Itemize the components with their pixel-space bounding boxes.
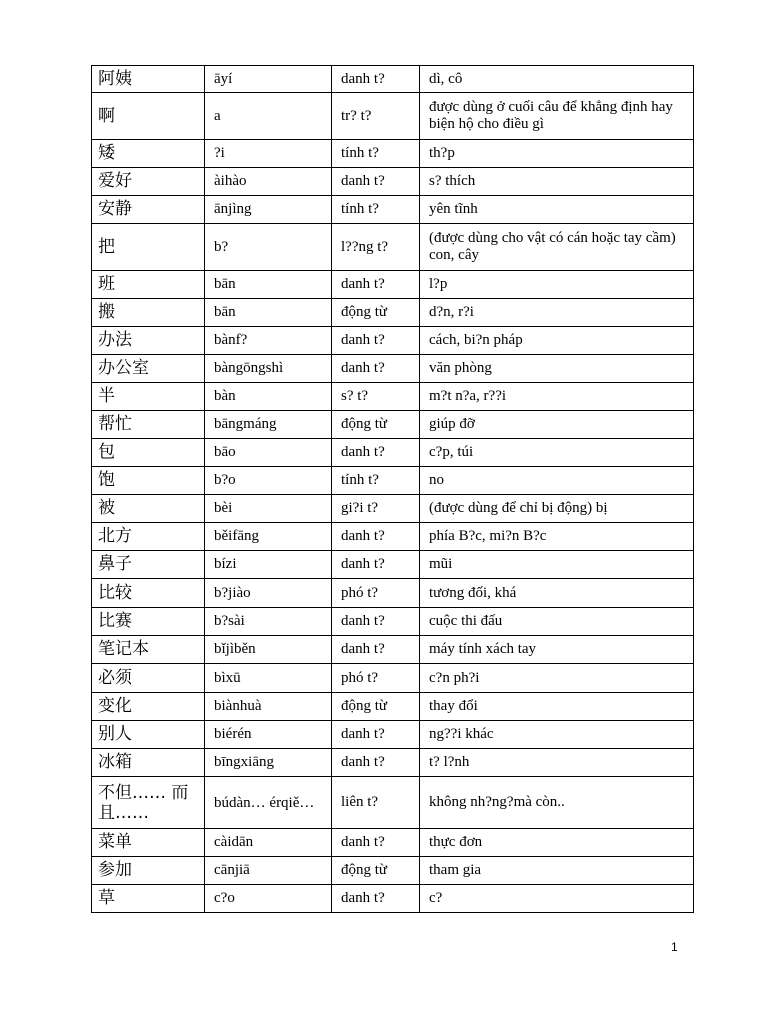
meaning-cell: cách, bi?n pháp bbox=[420, 327, 694, 355]
hanzi-cell: 比赛 bbox=[92, 608, 205, 636]
hanzi-cell: 安静 bbox=[92, 196, 205, 224]
pinyin-cell: bànf? bbox=[205, 327, 332, 355]
table-row bbox=[92, 140, 694, 168]
table-row bbox=[92, 721, 694, 749]
meaning-cell: thay đổi bbox=[420, 693, 694, 721]
meaning-cell: c?n ph?i bbox=[420, 664, 694, 693]
meaning-cell: tương đối, khá bbox=[420, 579, 694, 608]
table-row bbox=[92, 439, 694, 467]
meaning-cell: được dùng ở cuối câu để khẳng định hay biện hộ cho điều gì bbox=[420, 93, 694, 140]
pinyin-cell: ?i bbox=[205, 140, 332, 168]
meaning-cell: không nh?ng?mà còn.. bbox=[420, 777, 694, 829]
table-row bbox=[92, 93, 694, 140]
meaning-cell: m?t n?a, r??i bbox=[420, 383, 694, 411]
table-row bbox=[92, 885, 694, 913]
part-of-speech-cell: động từ bbox=[332, 411, 420, 439]
table-row bbox=[92, 196, 694, 224]
meaning-cell: tham gia bbox=[420, 857, 694, 885]
pinyin-cell: b?jiào bbox=[205, 579, 332, 608]
hanzi-cell: 搬 bbox=[92, 299, 205, 327]
hanzi-cell: 冰箱 bbox=[92, 749, 205, 777]
hanzi-cell: 把 bbox=[92, 224, 205, 271]
pinyin-cell: běifāng bbox=[205, 523, 332, 551]
page-number: 1 bbox=[671, 940, 678, 954]
pinyin-cell: càidān bbox=[205, 829, 332, 857]
part-of-speech-cell: danh t? bbox=[332, 439, 420, 467]
part-of-speech-cell: động từ bbox=[332, 299, 420, 327]
pinyin-cell: bízi bbox=[205, 551, 332, 579]
part-of-speech-cell: danh t? bbox=[332, 271, 420, 299]
pinyin-cell: biànhuà bbox=[205, 693, 332, 721]
part-of-speech-cell: tr? t? bbox=[332, 93, 420, 140]
meaning-cell: d?n, r?i bbox=[420, 299, 694, 327]
part-of-speech-cell: gi?i t? bbox=[332, 495, 420, 523]
pinyin-cell: bèi bbox=[205, 495, 332, 523]
pinyin-cell: biérén bbox=[205, 721, 332, 749]
meaning-cell: dì, cô bbox=[420, 66, 694, 93]
table-row bbox=[92, 523, 694, 551]
part-of-speech-cell: động từ bbox=[332, 693, 420, 721]
part-of-speech-cell: phó t? bbox=[332, 664, 420, 693]
meaning-cell: l?p bbox=[420, 271, 694, 299]
hanzi-cell: 阿姨 bbox=[92, 66, 205, 93]
table-row bbox=[92, 857, 694, 885]
pinyin-cell: bìxū bbox=[205, 664, 332, 693]
table-row bbox=[92, 608, 694, 636]
meaning-cell: văn phòng bbox=[420, 355, 694, 383]
hanzi-cell: 菜单 bbox=[92, 829, 205, 857]
table-row bbox=[92, 66, 694, 93]
hanzi-cell: 帮忙 bbox=[92, 411, 205, 439]
table-row bbox=[92, 327, 694, 355]
vocabulary-table-body bbox=[92, 66, 694, 913]
pinyin-cell: b?sài bbox=[205, 608, 332, 636]
part-of-speech-cell: danh t? bbox=[332, 885, 420, 913]
pinyin-cell: bàngōngshì bbox=[205, 355, 332, 383]
pinyin-cell: bān bbox=[205, 271, 332, 299]
pinyin-cell: ānjìng bbox=[205, 196, 332, 224]
part-of-speech-cell: danh t? bbox=[332, 551, 420, 579]
meaning-cell: phía B?c, mi?n B?c bbox=[420, 523, 694, 551]
hanzi-cell: 啊 bbox=[92, 93, 205, 140]
part-of-speech-cell: danh t? bbox=[332, 608, 420, 636]
pinyin-cell: b?o bbox=[205, 467, 332, 495]
pinyin-cell: a bbox=[205, 93, 332, 140]
meaning-cell: t? l?nh bbox=[420, 749, 694, 777]
pinyin-cell: bǐjìběn bbox=[205, 636, 332, 664]
part-of-speech-cell: tính t? bbox=[332, 467, 420, 495]
hanzi-cell: 笔记本 bbox=[92, 636, 205, 664]
pinyin-cell: āyí bbox=[205, 66, 332, 93]
part-of-speech-cell: danh t? bbox=[332, 829, 420, 857]
pinyin-cell: bīngxiāng bbox=[205, 749, 332, 777]
meaning-cell: c? bbox=[420, 885, 694, 913]
part-of-speech-cell: tính t? bbox=[332, 140, 420, 168]
pinyin-cell: bān bbox=[205, 299, 332, 327]
table-row bbox=[92, 749, 694, 777]
hanzi-cell: 被 bbox=[92, 495, 205, 523]
hanzi-cell: 办公室 bbox=[92, 355, 205, 383]
table-row bbox=[92, 664, 694, 693]
hanzi-cell: 必须 bbox=[92, 664, 205, 693]
pinyin-cell: c?o bbox=[205, 885, 332, 913]
vocabulary-table bbox=[91, 65, 694, 913]
pinyin-cell: bāo bbox=[205, 439, 332, 467]
hanzi-cell: 变化 bbox=[92, 693, 205, 721]
hanzi-cell: 别人 bbox=[92, 721, 205, 749]
hanzi-cell: 比较 bbox=[92, 579, 205, 608]
meaning-cell: cuộc thi đấu bbox=[420, 608, 694, 636]
hanzi-cell: 矮 bbox=[92, 140, 205, 168]
hanzi-cell: 办法 bbox=[92, 327, 205, 355]
table-row bbox=[92, 636, 694, 664]
meaning-cell: ng??i khác bbox=[420, 721, 694, 749]
part-of-speech-cell: s? t? bbox=[332, 383, 420, 411]
meaning-cell: thực đơn bbox=[420, 829, 694, 857]
part-of-speech-cell: liên t? bbox=[332, 777, 420, 829]
part-of-speech-cell: l??ng t? bbox=[332, 224, 420, 271]
part-of-speech-cell: danh t? bbox=[332, 636, 420, 664]
part-of-speech-cell: động từ bbox=[332, 857, 420, 885]
pinyin-cell: àihào bbox=[205, 168, 332, 196]
part-of-speech-cell: danh t? bbox=[332, 523, 420, 551]
table-row bbox=[92, 551, 694, 579]
table-row bbox=[92, 383, 694, 411]
pinyin-cell: búdàn… érqiě… bbox=[205, 777, 332, 829]
part-of-speech-cell: tính t? bbox=[332, 196, 420, 224]
table-row bbox=[92, 693, 694, 721]
meaning-cell: yên tĩnh bbox=[420, 196, 694, 224]
meaning-cell: th?p bbox=[420, 140, 694, 168]
table-row bbox=[92, 224, 694, 271]
meaning-cell: (được dùng để chỉ bị động) bị bbox=[420, 495, 694, 523]
table-row bbox=[92, 829, 694, 857]
table-row bbox=[92, 355, 694, 383]
hanzi-cell: 不但…… 而且…… bbox=[92, 777, 205, 829]
meaning-cell: máy tính xách tay bbox=[420, 636, 694, 664]
table-row bbox=[92, 271, 694, 299]
pinyin-cell: bàn bbox=[205, 383, 332, 411]
table-row bbox=[92, 495, 694, 523]
table-row bbox=[92, 579, 694, 608]
hanzi-cell: 饱 bbox=[92, 467, 205, 495]
part-of-speech-cell: danh t? bbox=[332, 66, 420, 93]
meaning-cell: giúp đỡ bbox=[420, 411, 694, 439]
table-row bbox=[92, 168, 694, 196]
meaning-cell: no bbox=[420, 467, 694, 495]
meaning-cell: mũi bbox=[420, 551, 694, 579]
meaning-cell: (được dùng cho vật có cán hoặc tay cầm) con, cây bbox=[420, 224, 694, 271]
part-of-speech-cell: danh t? bbox=[332, 168, 420, 196]
pinyin-cell: bāngmáng bbox=[205, 411, 332, 439]
hanzi-cell: 草 bbox=[92, 885, 205, 913]
pinyin-cell: cānjiā bbox=[205, 857, 332, 885]
hanzi-cell: 班 bbox=[92, 271, 205, 299]
hanzi-cell: 鼻子 bbox=[92, 551, 205, 579]
hanzi-cell: 包 bbox=[92, 439, 205, 467]
hanzi-cell: 参加 bbox=[92, 857, 205, 885]
table-row bbox=[92, 777, 694, 829]
meaning-cell: s? thích bbox=[420, 168, 694, 196]
table-row bbox=[92, 411, 694, 439]
table-row bbox=[92, 467, 694, 495]
part-of-speech-cell: phó t? bbox=[332, 579, 420, 608]
hanzi-cell: 北方 bbox=[92, 523, 205, 551]
part-of-speech-cell: danh t? bbox=[332, 721, 420, 749]
meaning-cell: c?p, túi bbox=[420, 439, 694, 467]
hanzi-cell: 爱好 bbox=[92, 168, 205, 196]
part-of-speech-cell: danh t? bbox=[332, 355, 420, 383]
part-of-speech-cell: danh t? bbox=[332, 749, 420, 777]
hanzi-cell: 半 bbox=[92, 383, 205, 411]
pinyin-cell: b? bbox=[205, 224, 332, 271]
part-of-speech-cell: danh t? bbox=[332, 327, 420, 355]
table-row bbox=[92, 299, 694, 327]
